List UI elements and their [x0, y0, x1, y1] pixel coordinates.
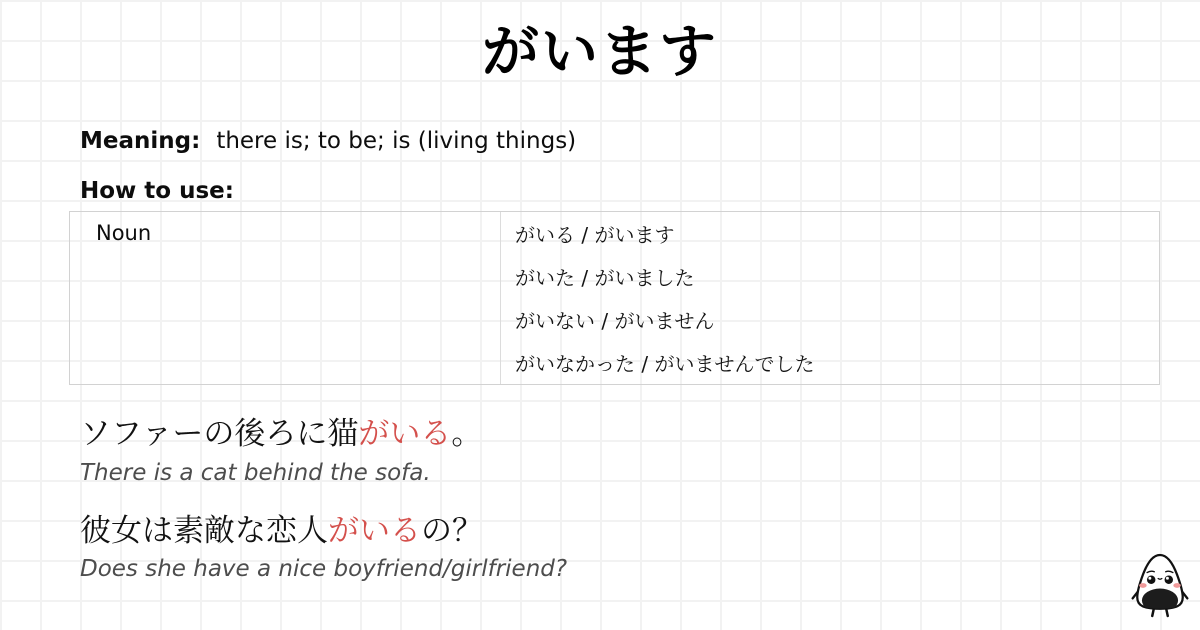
example-jp-after: 。	[451, 416, 483, 452]
conjugation-row: がいない / がいません	[515, 309, 715, 333]
example-sentence-jp	[80, 505, 483, 550]
table-header-noun: Noun	[70, 212, 501, 384]
example-translation: Does she have a nice boyfriend/girlfriend?	[80, 556, 568, 582]
conjugation-row: がいる / がいます	[515, 223, 675, 247]
example-jp-highlight: がいる	[358, 416, 452, 452]
example-jp-before: ソファーの後ろに猫	[80, 416, 359, 452]
example-translation: There is a cat behind the sofa.	[80, 460, 431, 486]
meaning-row	[80, 128, 576, 154]
meaning-label: Meaning:	[80, 128, 201, 154]
conjugation-row: がいた / がいました	[515, 266, 695, 290]
example-jp-after: の？	[421, 513, 483, 549]
how-to-use-label: How to use:	[80, 178, 234, 204]
example-jp-highlight: がいる	[328, 513, 421, 549]
conjugation-table	[69, 211, 1160, 385]
page-title: がいます	[482, 19, 718, 85]
example-jp-before: 彼女は素敵な恋人	[80, 513, 328, 549]
conjugation-row: がいなかった / がいませんでした	[515, 352, 815, 376]
meaning-value: there is; to be; is (living things)	[216, 128, 577, 154]
onigiri-mascot-icon	[1129, 551, 1191, 623]
example-sentence-jp	[80, 408, 482, 453]
conjugation-forms	[501, 212, 1159, 384]
